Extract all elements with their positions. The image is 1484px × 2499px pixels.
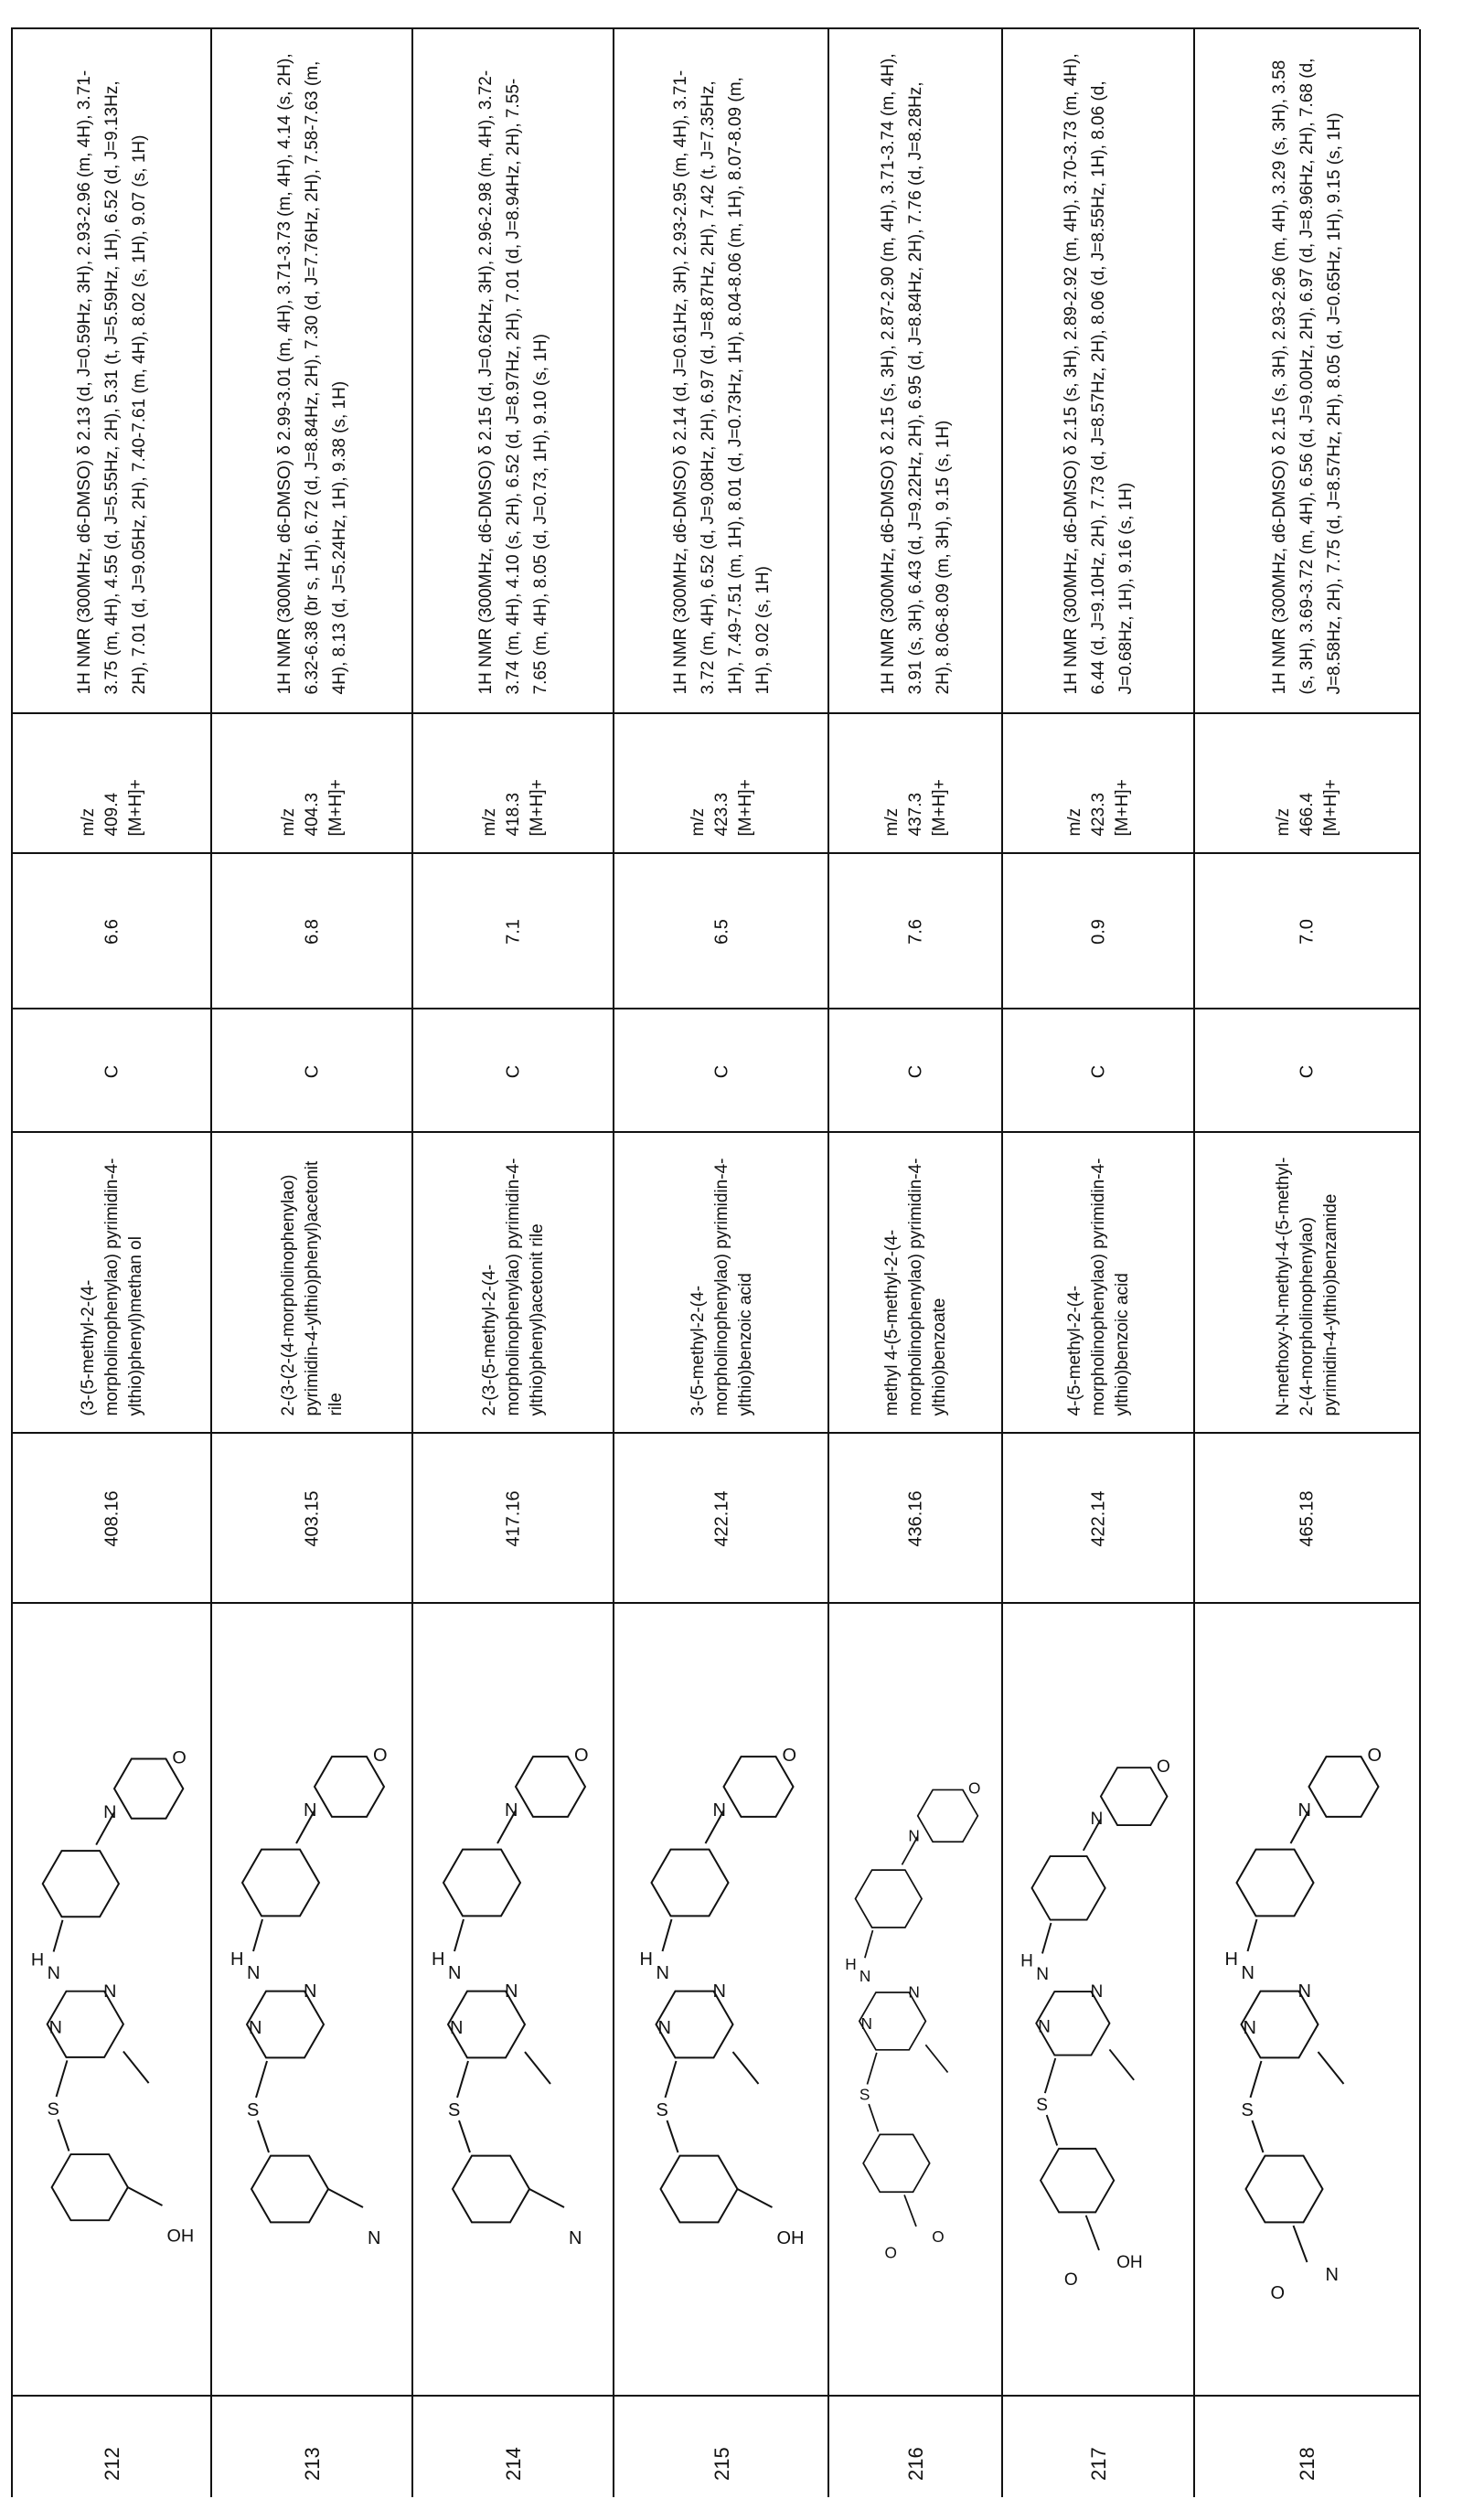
svg-text:S: S [247, 2100, 260, 2120]
svg-text:O: O [574, 1746, 589, 1766]
svg-text:N: N [505, 1981, 518, 2002]
compound-name-cell [13, 1131, 212, 1434]
svg-text:N: N [103, 1981, 117, 2002]
compound-name-cell [212, 1131, 413, 1434]
table-row [1001, 29, 1195, 2497]
svg-text:O: O [373, 1746, 388, 1766]
svg-text:N: N [656, 1963, 669, 1983]
purity-value: 7.1 [503, 919, 524, 945]
table-row [411, 29, 614, 2497]
svg-text:OH: OH [776, 2228, 805, 2248]
svg-text:S: S [656, 2100, 668, 2120]
ms-value: 466.4 [1297, 792, 1317, 836]
method-cell [1195, 1008, 1419, 1133]
structure-cell [829, 1602, 1003, 2397]
svg-text:N: N [304, 1800, 317, 1821]
mass-spec-cell [413, 712, 614, 854]
nmr-text: 1H NMR (300MHz, d6-DMSO) δ 2.15 (d, J=0.62Hz, 3H), 2.96-2.98 (m, 4H), 3.72-3.74 (m, 4H), 4.10 (s, 2H), 6.52 (d, J=8.97Hz, 2H), 7.01 (d, J=8.94Hz, 2H), 7.55-7.65 (m, 4H), 8.05 (d, J=0.73, 1H), 9.10 (s, 1H) [476, 69, 550, 694]
molecular-weight-cell [413, 1432, 614, 1604]
svg-text:N: N [48, 2017, 62, 2038]
ms-ion: [M+H]+ [326, 778, 346, 836]
chemical-structure-icon [13, 1604, 212, 2397]
purity-value: 6.8 [302, 919, 323, 945]
mass-spec-cell [614, 712, 829, 854]
purity-cell [13, 852, 212, 1009]
svg-text:N: N [860, 2014, 873, 2034]
svg-text:S: S [1036, 2096, 1049, 2116]
method-value: C [101, 1064, 123, 1078]
method-value: C [905, 1064, 926, 1078]
purity-value: 0.9 [1088, 919, 1109, 945]
nmr-text: 1H NMR (300MHz, d6-DMSO) δ 2.15 (s, 3H), 2.93-2.96 (m, 4H), 3.29 (s, 3H), 3.58 (s, 3H), 3.69-3.72 (m, 4H), 6.56 (d, J=9.00Hz, 2H), 6.97 (d, J=8.96Hz, 2H), 7.68 (d, J=8.58Hz, 2H), 7.75 (d, J=8.57Hz, 2H), 8.05 (d, J=0.65Hz, 1H), 9.15 (s, 1H) [1269, 58, 1344, 694]
svg-text:N: N [450, 2018, 464, 2038]
svg-text:N: N [1297, 1800, 1311, 1821]
svg-text:N: N [1243, 2018, 1256, 2038]
ms-value: 409.4 [102, 792, 122, 836]
svg-text:O: O [932, 2227, 945, 2247]
nmr-text: 1H NMR (300MHz, d6-DMSO) δ 2.15 (s, 3H), 2.89-2.92 (m, 4H), 3.70-3.73 (m, 4H), 6.44 (d, J=9.10Hz, 2H), 7.73 (d, J=8.57Hz, 2H), 8.06 (d, J=8.55Hz, 1H), 8.06 (d, J=0.68Hz, 1H), 9.16 (s, 1H) [1062, 52, 1136, 694]
mass-spec-cell [1195, 712, 1419, 854]
compound-name: N-methoxy-N-methyl-4-(5-methyl-2-(4-morpholinophenylao) pyrimidin-4-ylthio)benzamide [1273, 1157, 1340, 1415]
ms-ion: [M+H]+ [930, 778, 949, 836]
compound-number-cell [212, 2395, 413, 2499]
ms-label: m/z [1065, 807, 1084, 836]
svg-text:S: S [448, 2100, 461, 2120]
svg-text:H: H [639, 1949, 653, 1970]
svg-text:N: N [47, 1963, 60, 1984]
method-value: C [1297, 1064, 1317, 1078]
ms-ion: [M+H]+ [126, 778, 145, 836]
svg-text:O: O [172, 1747, 187, 1768]
ms-ion: [M+H]+ [735, 778, 755, 836]
purity-value: 6.6 [101, 919, 123, 945]
ms-value: 423.3 [711, 792, 731, 836]
table-row [11, 29, 212, 2497]
ms-label: m/z [688, 807, 708, 836]
nmr-cell [13, 29, 212, 712]
ms-label: m/z [1273, 807, 1293, 836]
chemical-structure-icon [614, 1604, 829, 2397]
nmr-cell [614, 29, 829, 712]
table-row [613, 29, 829, 2497]
svg-text:OH: OH [1116, 2253, 1143, 2273]
ms-label: m/z [279, 807, 298, 836]
method-cell [829, 1008, 1003, 1133]
compound-number: 214 [502, 2447, 525, 2481]
nmr-text: 1H NMR (300MHz, d6-DMSO) δ 2.14 (d, J=0.61Hz, 3H), 2.93-2.95 (m, 4H), 3.71-3.72 (m, 4H), 6.52 (d, J=9.08Hz, 2H), 6.97 (d, J=8.87Hz, 2H), 7.42 (t, J=7.35Hz, 1H), 7.49-7.51 (m, 1H), 8.01 (d, J=0.73Hz, 1H), 8.04-8.06 (m, 1H), 8.07-8.09 (m, 1H), 9.02 (s, 1H) [670, 69, 773, 694]
compound-number: 216 [904, 2447, 927, 2481]
molecular-weight-cell [1003, 1432, 1195, 1604]
method-cell [212, 1008, 413, 1133]
purity-cell [212, 852, 413, 1009]
molecular-weight-cell [829, 1432, 1003, 1604]
compound-name-cell [1195, 1131, 1419, 1434]
compound-number-cell [829, 2395, 1003, 2499]
svg-text:N: N [908, 1982, 920, 2002]
svg-text:N: N [712, 1800, 726, 1821]
compound-name: 3-(5-methyl-2-(4-morpholinophenylao) pyrimidin-4-ylthio)benzoic acid [688, 1158, 755, 1415]
molecular-weight-cell [614, 1432, 829, 1604]
ms-value: 404.3 [303, 792, 322, 836]
svg-text:N: N [908, 1826, 920, 1845]
svg-text:N: N [859, 1967, 871, 1986]
method-value: C [711, 1064, 731, 1078]
svg-text:OH: OH [166, 2226, 195, 2247]
compound-data-table [11, 27, 1419, 2497]
method-value: C [1088, 1064, 1109, 1078]
chemical-structure-icon [1003, 1604, 1195, 2397]
svg-text:N: N [1038, 2017, 1051, 2037]
structure-cell [413, 1602, 614, 2397]
svg-text:H: H [845, 1955, 857, 1974]
svg-text:S: S [859, 2085, 870, 2104]
ms-label: m/z [882, 807, 902, 836]
molecular-weight: 422.14 [1088, 1490, 1109, 1547]
compound-number: 212 [101, 2447, 123, 2481]
mass-spec-cell [1003, 712, 1195, 854]
compound-number-cell [1195, 2395, 1419, 2499]
svg-text:S: S [1241, 2100, 1254, 2120]
molecular-weight: 436.16 [905, 1490, 926, 1547]
method-cell [614, 1008, 829, 1133]
svg-text:H: H [432, 1949, 445, 1970]
ms-value: 418.3 [504, 792, 523, 836]
svg-text:N: N [657, 2018, 671, 2038]
structure-cell [1003, 1602, 1195, 2397]
svg-text:S: S [47, 2099, 59, 2120]
compound-number-cell [413, 2395, 614, 2499]
ms-value: 423.3 [1089, 792, 1108, 836]
compound-number-cell [1003, 2395, 1195, 2499]
svg-text:O: O [1157, 1757, 1170, 1777]
structure-cell [212, 1602, 413, 2397]
chemical-structure-icon [1195, 1604, 1419, 2397]
molecular-weight: 408.16 [101, 1490, 123, 1547]
svg-text:O: O [1270, 2283, 1286, 2303]
chemical-structure-icon [413, 1604, 614, 2397]
compound-number-cell [13, 2395, 212, 2499]
table-row [827, 29, 1003, 2497]
compound-number: 213 [301, 2447, 324, 2481]
compound-name: (3-(5-methyl-2-(4-morpholinophenylao) pyrimidin-4-ylthio)phenyl)methan ol [79, 1158, 145, 1415]
purity-cell [413, 852, 614, 1009]
table-row [210, 29, 413, 2497]
compound-name: 2-(3-(2-(4-morpholinophenylao) pyrimidin-4-ylthio)phenyl)acetonit rile [279, 1160, 346, 1415]
svg-text:N: N [505, 1800, 518, 1821]
ms-ion: [M+H]+ [1113, 778, 1132, 836]
compound-name-cell [614, 1131, 829, 1434]
method-value: C [503, 1064, 524, 1078]
ms-label: m/z [79, 807, 98, 836]
svg-text:H: H [30, 1949, 45, 1970]
molecular-weight-cell [13, 1432, 212, 1604]
nmr-cell [1003, 29, 1195, 712]
nmr-cell [829, 29, 1003, 712]
compound-name-cell [829, 1131, 1003, 1434]
nmr-text: 1H NMR (300MHz, d6-DMSO) δ 2.15 (s, 3H), 2.87-2.90 (m, 4H), 3.71-3.74 (m, 4H), 3.91 (s, 3H), 6.43 (d, J=9.22Hz, 2H), 6.95 (d, J=8.84Hz, 2H), 7.76 (d, J=8.28Hz, 2H), 8.06-8.09 (m, 3H), 9.15 (s, 1H) [879, 52, 953, 694]
compound-number: 218 [1295, 2447, 1319, 2481]
svg-text:N: N [448, 1963, 462, 1983]
purity-cell [1195, 852, 1419, 1009]
purity-cell [1003, 852, 1195, 1009]
structure-cell [1195, 1602, 1419, 2397]
purity-value: 7.0 [1297, 919, 1317, 945]
purity-cell [829, 852, 1003, 1009]
svg-text:H: H [230, 1949, 244, 1970]
chemical-structure-icon [829, 1604, 1003, 2397]
nmr-cell [212, 29, 413, 712]
svg-text:O: O [968, 1778, 981, 1798]
mass-spec-cell [212, 712, 413, 854]
chemical-structure-icon [212, 1604, 413, 2397]
molecular-weight: 403.15 [302, 1490, 323, 1547]
svg-text:N: N [1241, 1963, 1254, 1983]
svg-text:O: O [884, 2243, 897, 2262]
svg-text:N: N [569, 2228, 582, 2248]
compound-number: 215 [710, 2447, 733, 2481]
svg-text:N: N [1297, 1981, 1311, 2002]
nmr-cell [413, 29, 614, 712]
svg-text:N: N [1090, 1810, 1104, 1830]
ms-label: m/z [480, 807, 499, 836]
ms-ion: [M+H]+ [528, 778, 547, 836]
compound-name-cell [413, 1131, 614, 1434]
svg-text:N: N [1090, 1982, 1104, 2002]
svg-text:N: N [712, 1981, 726, 2002]
method-cell [13, 1008, 212, 1133]
svg-text:H: H [1020, 1951, 1033, 1971]
ms-ion: [M+H]+ [1320, 778, 1340, 836]
purity-value: 7.6 [905, 919, 926, 945]
svg-text:N: N [249, 2018, 262, 2038]
svg-text:O: O [782, 1746, 797, 1766]
nmr-text: 1H NMR (300MHz, d6-DMSO) δ 2.13 (d, J=0.59Hz, 3H), 2.93-2.96 (m, 4H), 3.71-3.75 (m, 4H), 4.55 (d, J=5.55Hz, 2H), 5.31 (t, J=5.59Hz, 1H), 6.52 (d, J=9.13Hz, 2H), 7.01 (d, J=9.05Hz, 2H), 7.40-7.61 (m, 4H), 8.02 (s, 1H), 9.07 (s, 1H) [75, 69, 149, 694]
purity-value: 6.5 [711, 919, 731, 945]
structure-cell [13, 1602, 212, 2397]
compound-name: 2-(3-(5-methyl-2-(4-morpholinophenylao) pyrimidin-4-ylthio)phenyl)acetonit rile [480, 1158, 547, 1415]
compound-number: 217 [1087, 2447, 1110, 2481]
ms-value: 437.3 [906, 792, 925, 836]
molecular-weight-cell [212, 1432, 413, 1604]
svg-text:N: N [304, 1981, 317, 2002]
svg-text:H: H [1224, 1949, 1238, 1970]
mass-spec-cell [829, 712, 1003, 854]
svg-text:O: O [1367, 1746, 1383, 1766]
nmr-text: 1H NMR (300MHz, d6-DMSO) δ 2.99-3.01 (m, 4H), 3.71-3.73 (m, 4H), 4.14 (s, 2H), 6.32-6.38 (br s, 1H), 6.72 (d, J=8.84Hz, 2H), 7.30 (d, J=7.76Hz, 2H), 7.58-7.63 (m, 4H), 8.13 (d, J=5.24Hz, 1H), 9.38 (s, 1H) [275, 52, 349, 694]
table-row [1193, 29, 1421, 2497]
nmr-cell [1195, 29, 1419, 712]
molecular-weight: 422.14 [711, 1490, 731, 1547]
purity-cell [614, 852, 829, 1009]
compound-name: methyl 4-(5-methyl-2-(4-morpholinophenylao) pyrimidin-4-ylthio)benzoate [882, 1158, 949, 1415]
compound-name: 4-(5-methyl-2-(4-morpholinophenylao) pyrimidin-4-ylthio)benzoic acid [1065, 1158, 1132, 1415]
method-cell [413, 1008, 614, 1133]
compound-number-cell [614, 2395, 829, 2499]
molecular-weight: 417.16 [503, 1490, 524, 1547]
method-cell [1003, 1008, 1195, 1133]
svg-text:N: N [247, 1963, 261, 1983]
method-value: C [302, 1064, 323, 1078]
structure-cell [614, 1602, 829, 2397]
svg-text:N: N [368, 2228, 381, 2248]
svg-text:N: N [1036, 1965, 1050, 1985]
svg-text:N: N [103, 1801, 117, 1822]
mass-spec-cell [13, 712, 212, 854]
molecular-weight-cell [1195, 1432, 1419, 1604]
svg-text:N: N [1325, 2265, 1339, 2285]
molecular-weight: 465.18 [1297, 1490, 1317, 1547]
compound-name-cell [1003, 1131, 1195, 1434]
svg-text:O: O [1063, 2270, 1078, 2291]
